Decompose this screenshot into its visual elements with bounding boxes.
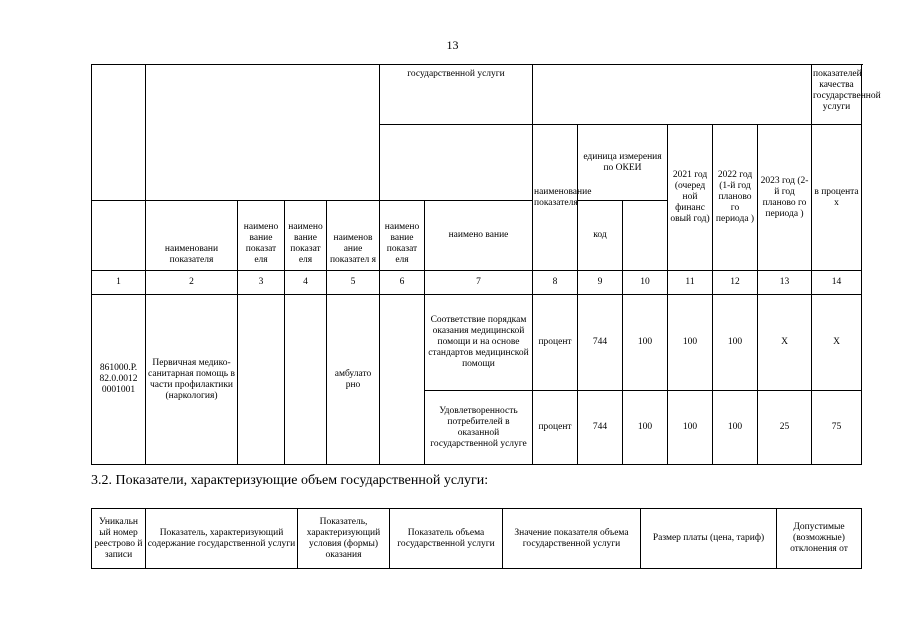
header-deviation-percent: в процента х	[812, 125, 862, 271]
header-okei-code: код	[578, 201, 623, 271]
header-year-2023: 2023 год (2-й год планово го периода )	[758, 125, 812, 271]
table-header-row	[92, 509, 862, 569]
header-volume-value: Значение показателя объема государственной услуги	[503, 509, 641, 569]
column-number: 9	[578, 271, 623, 295]
empty-cell	[380, 295, 425, 465]
value-2023: 100	[713, 295, 758, 391]
deviation-absolute: Х	[812, 295, 862, 391]
column-number: 6	[380, 271, 425, 295]
value-2021: 100	[623, 391, 668, 465]
deviation-percent: 25	[758, 391, 812, 465]
column-number: 12	[713, 271, 758, 295]
indicator-name: Удовлетворенность потребителей в оказанной государственной услуге	[425, 391, 533, 465]
header-condition-indicator: Показатель, характеризующий условия (формы) оказания	[298, 509, 390, 569]
unit-name: процент	[533, 295, 578, 391]
header-col5-name: наименов ание показател я	[327, 201, 380, 271]
column-number: 13	[758, 271, 812, 295]
empty-cell	[285, 295, 327, 465]
volume-indicators-table	[91, 508, 862, 569]
header-year-2022: 2022 год (1-й год планово го периода )	[713, 125, 758, 271]
header-blank-cell	[533, 65, 812, 125]
column-number-row	[92, 271, 862, 295]
value-2023: 100	[713, 391, 758, 465]
column-number: 7	[425, 271, 533, 295]
value-2022: 100	[668, 295, 713, 391]
column-number: 3	[238, 271, 285, 295]
header-allowed-deviation: Допустимые (возможные) отклонения от	[777, 509, 862, 569]
service-content: Первичная медико- санитарная помощь в части профилактики (наркология)	[146, 295, 238, 465]
header-content-indicator: Показатель, характеризующий содержание государственной услуги	[146, 509, 298, 569]
page-number: 13	[446, 38, 459, 52]
unit-code: 744	[578, 295, 623, 391]
value-2022: 100	[668, 391, 713, 465]
header-blank-cell	[380, 125, 533, 201]
deviation-percent: Х	[758, 295, 812, 391]
service-condition: амбулато рно	[327, 295, 380, 465]
header-service-fragment: государственной услуги	[380, 65, 533, 125]
header-blank-cell	[146, 65, 380, 201]
header-col6-name: наимено вание показат еля	[380, 201, 425, 271]
header-col2-name: наименовани показателя	[146, 201, 238, 271]
column-number: 8	[533, 271, 578, 295]
column-number: 2	[146, 271, 238, 295]
header-okei-name: наимено вание	[425, 201, 533, 271]
header-okei-unit: единица измерения по ОКЕИ	[578, 125, 668, 201]
deviation-absolute: 75	[812, 391, 862, 465]
unit-name: процент	[533, 391, 578, 465]
empty-cell	[238, 295, 285, 465]
column-number: 4	[285, 271, 327, 295]
column-number: 14	[812, 271, 862, 295]
header-year-2021: 2021 год (очеред ной финанс овый год)	[668, 125, 713, 271]
column-number: 1	[92, 271, 146, 295]
table-row	[92, 295, 862, 391]
header-col4-name: наимено вание показат еля	[285, 201, 327, 271]
indicator-name: Соответствие порядкам оказания медицинской помощи и на основе стандартов медицинской помощи	[425, 295, 533, 391]
header-quality-fragment: показателей качества государственной услуги	[812, 65, 862, 125]
value-2021: 100	[623, 295, 668, 391]
column-number: 5	[327, 271, 380, 295]
quality-indicators-table	[91, 64, 881, 465]
header-fee-amount: Размер платы (цена, тариф)	[641, 509, 777, 569]
header-indicator-name: наименование показателя	[533, 125, 578, 271]
header-blank-cell	[92, 65, 146, 201]
header-blank-cell	[92, 201, 146, 271]
column-number: 11	[668, 271, 713, 295]
section-heading: 3.2. Показатели, характеризующие объем государственной услуги:	[91, 473, 489, 488]
column-number: 10	[623, 271, 668, 295]
unit-code: 744	[578, 391, 623, 465]
header-col3-name: наимено вание показат еля	[238, 201, 285, 271]
registry-number: 861000.Р. 82.0.0012 0001001	[92, 295, 146, 465]
header-registry-number: Уникальн ый номер реестрово й записи	[92, 509, 146, 569]
header-volume-indicator: Показатель объема государственной услуги	[390, 509, 503, 569]
